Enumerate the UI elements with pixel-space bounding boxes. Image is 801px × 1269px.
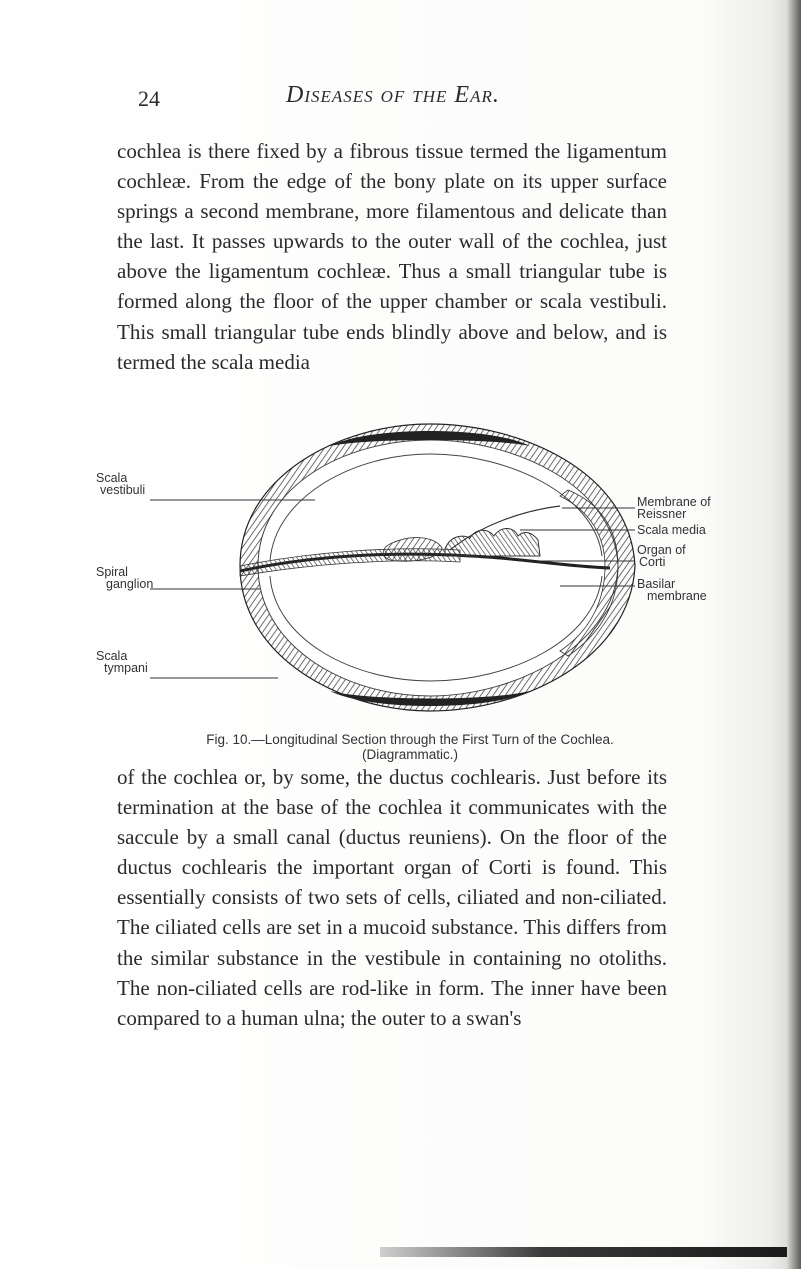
page-edge-shadow xyxy=(787,0,801,1269)
cochlea-diagram xyxy=(90,416,770,721)
label-organ-corti-1: Organ of xyxy=(637,543,686,557)
label-membrane-reissner-2: Reissner xyxy=(637,507,687,521)
label-organ-corti-2: Corti xyxy=(639,555,666,569)
paragraph-bottom: of the cochlea or, by some, the ductus cochlearis. Just before its termination at the base of the cochlea it communicates with the saccule by a small canal (ductus reuniens). On the floor of the ductus cochlearis the important organ of Corti is found. This essentially consists of two sets of cells, ciliated and non-ciliated. The ciliated cells are set in a mucoid substance. This differs from the similar substance in the vestibule in containing no otoliths. The non-ciliated cells are rod-like in form. The inner have been compared to a human ulna; the outer to a swan's xyxy=(117,765,667,1030)
label-membrane-reissner-1: Membrane of xyxy=(637,495,711,509)
caption-line-1: Fig. 10.—Longitudinal Section through the First Turn of the Cochlea. xyxy=(206,732,614,747)
label-scala-vestibuli-2: vestibuli xyxy=(100,483,146,497)
figure-caption xyxy=(100,732,720,762)
label-basilar-2: membrane xyxy=(647,589,707,603)
label-scala-media: Scala media xyxy=(637,523,706,537)
label-spiral-ganglion-1: Spiral xyxy=(96,565,128,579)
page-bottom-band xyxy=(380,1247,787,1257)
label-scala-tympani-2: tympani xyxy=(104,661,148,675)
page-number: 24 xyxy=(138,86,160,111)
label-spiral-ganglion-2: ganglion xyxy=(106,577,154,591)
page-header xyxy=(138,82,678,118)
label-scala-tympani-1: Scala xyxy=(96,649,128,663)
label-basilar-1: Basilar xyxy=(637,577,676,591)
label-scala-vestibuli-1: Scala xyxy=(96,471,128,485)
running-title: Diseases of the Ear. xyxy=(286,82,500,108)
caption-line-2: (Diagrammatic.) xyxy=(361,747,458,762)
paragraph-top: cochlea is there fixed by a fibrous tissue termed the ligamentum cochleæ. From the edge of the bony plate on its upper surface springs a second membrane, more filamentous and delicate than the last. It passes upwards to the outer wall of the cochlea, just above the ligamentum cochleæ. Thus a small triangular tube is formed along the floor of the upper chamber or scala vestibuli. This small triangular tube ends blindly above and below, and is termed the scala media xyxy=(117,139,667,374)
cochlea-figure xyxy=(90,416,770,721)
